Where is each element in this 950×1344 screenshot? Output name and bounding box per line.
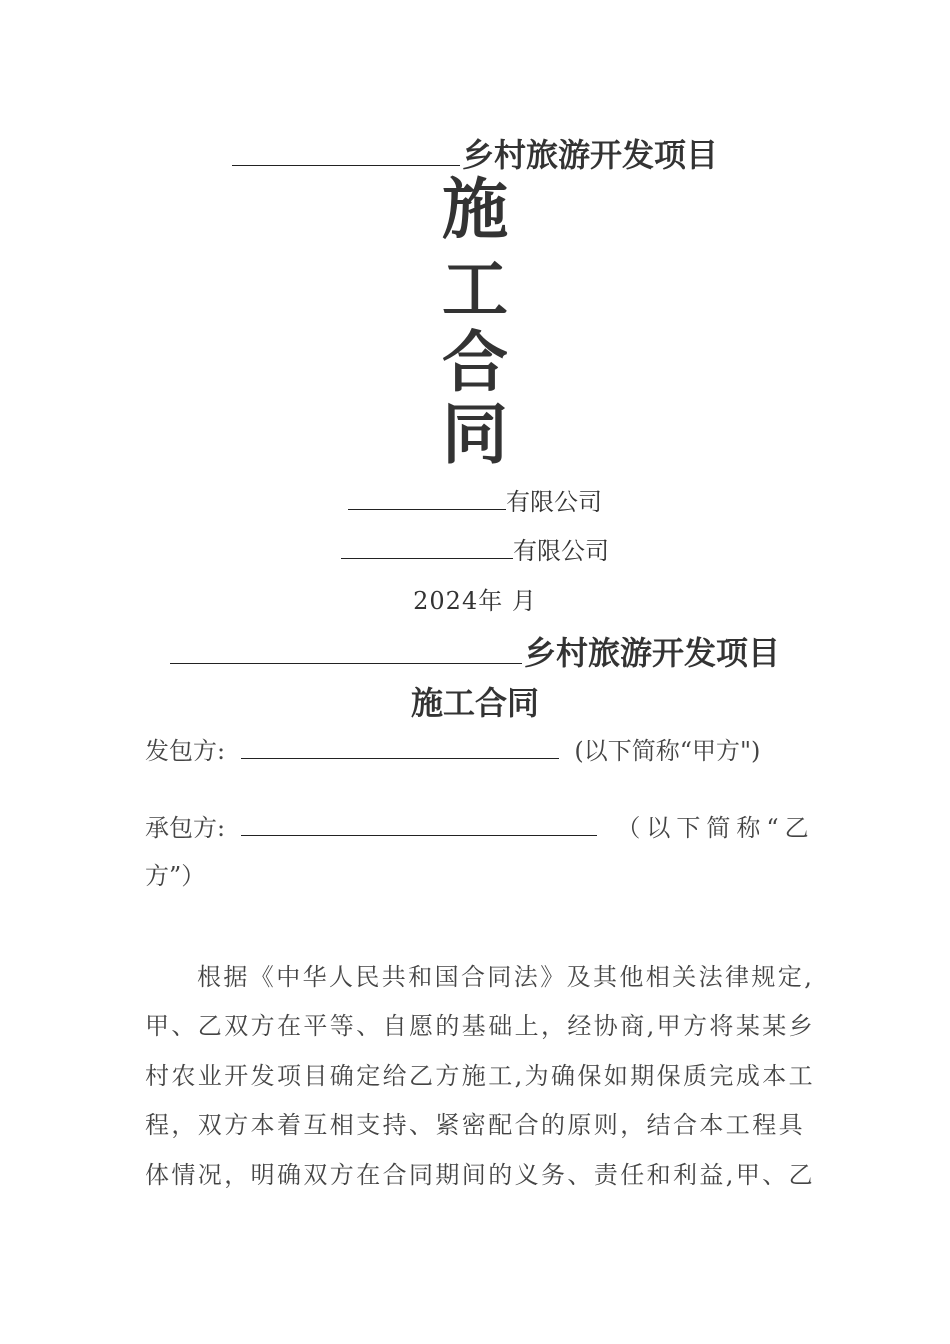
party-b-blank — [241, 811, 597, 836]
party-a-suffix: (以下简称“甲方") — [574, 737, 761, 765]
cover-char-3: 合 — [442, 324, 508, 401]
party-a-line — [145, 731, 760, 766]
party-b-label: 承包方: — [145, 814, 226, 842]
company-blank-1 — [348, 485, 506, 510]
contract-subtitle: 施工合同 — [410, 684, 539, 722]
cover-date: 2024年 月 — [413, 587, 537, 615]
contract-title — [0, 628, 950, 674]
project-name-blank — [232, 133, 460, 166]
body-line-5: 体情况，明确双方在合同期间的义务、责任和利益,甲、乙 — [145, 1161, 816, 1189]
party-b-suffix-cont: 方”） — [145, 862, 206, 890]
company-label-2: 有限公司 — [513, 537, 609, 565]
body-line-4: 程，双方本着互相支持、紧密配合的原则，结合本工程具 — [145, 1111, 805, 1139]
cover-char-2: 工 — [442, 251, 508, 328]
contract-project-blank — [170, 631, 522, 664]
company-line-2 — [0, 531, 950, 566]
party-a-blank — [241, 734, 559, 759]
cover-char-1: 施 — [442, 171, 508, 248]
body-line-1: 根据《中华人民共和国合同法》及其他相关法律规定, — [197, 963, 815, 991]
company-blank-2 — [341, 534, 513, 559]
body-line-3: 村农业开发项目确定给乙方施工,为确保如期保质完成本工 — [145, 1062, 816, 1090]
cover-title — [0, 130, 950, 176]
company-line-1 — [0, 482, 950, 517]
party-a-label: 发包方: — [145, 737, 226, 765]
party-b-suffix: （以下简称“乙 — [616, 814, 815, 842]
cover-char-4: 同 — [442, 396, 508, 473]
cover-project-title: 乡村旅游开发项目 — [461, 136, 718, 174]
company-label-1: 有限公司 — [506, 488, 602, 516]
body-line-2: 甲、乙双方在平等、自愿的基础上，经协商,甲方将某某乡 — [145, 1012, 816, 1040]
contract-project-title: 乡村旅游开发项目 — [523, 634, 780, 672]
party-b-line — [145, 808, 815, 843]
